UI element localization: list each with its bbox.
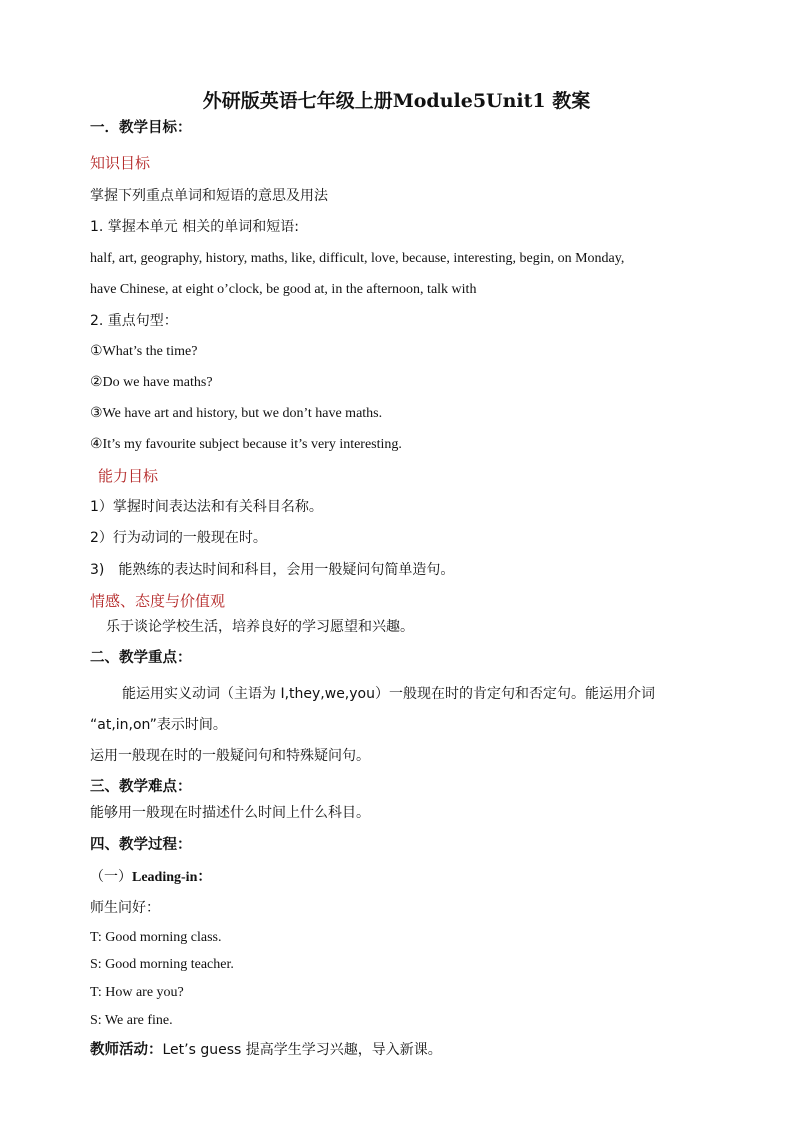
difficulty-text: 能够用一般现在时描述什么时间上什么科目。 bbox=[90, 805, 370, 821]
step-1-name: Leading-in： bbox=[132, 870, 212, 885]
dialogue-3: T: How are you? bbox=[90, 985, 184, 1000]
focus-line-2: “at,in,on”表示时间。 bbox=[90, 717, 227, 733]
step-1-heading bbox=[90, 867, 211, 888]
document-title: 外研版英语七年级上册Module5Unit1 教案 bbox=[202, 90, 591, 112]
dialogue-4: S: We are fine. bbox=[90, 1013, 173, 1028]
emotion-goals-heading: 情感、态度与价值观 bbox=[90, 592, 226, 610]
ability-goals-heading: 能力目标 bbox=[98, 467, 159, 485]
teacher-activity-label: 教师活动： bbox=[90, 1042, 163, 1058]
sentence-4: ④It’s my favourite subject because it’s very interesting. bbox=[90, 437, 402, 452]
ability-1: 1）掌握时间表达法和有关科目名称。 bbox=[90, 499, 323, 515]
words-line-2: have Chinese, at eight o’clock, be good at, in the afternoon, talk with bbox=[90, 282, 477, 297]
sentence-3: ③We have art and history, but we don’t have maths. bbox=[90, 406, 383, 421]
teacher-activity bbox=[90, 1040, 442, 1060]
teacher-activity-text: Let’s guess 提高学生学习兴趣，导入新课。 bbox=[162, 1042, 442, 1058]
section-3-heading: 三、教学难点： bbox=[90, 779, 192, 795]
ability-3: 3) 能熟练的表达时间和科目，会用一般疑问句简单造句。 bbox=[90, 562, 455, 578]
section-2-heading: 二、教学重点： bbox=[90, 650, 192, 666]
focus-line-1: 能运用实义动词（主语为 I,they,we,you）一般现在时的肯定句和否定句。能运用介词 bbox=[122, 686, 655, 702]
item-2: 2. 重点句型： bbox=[90, 313, 178, 329]
sentence-2: ②Do we have maths? bbox=[90, 375, 213, 390]
knowledge-intro: 掌握下列重点单词和短语的意思及用法 bbox=[90, 188, 328, 204]
ability-2: 2）行为动词的一般现在时。 bbox=[90, 530, 267, 546]
item-1: 1. 掌握本单元 相关的单词和短语: bbox=[90, 219, 299, 235]
greeting-label: 师生问好： bbox=[90, 900, 160, 916]
focus-line-3: 运用一般现在时的一般疑问句和特殊疑问句。 bbox=[90, 748, 370, 764]
section-1-heading: 一．教学目标： bbox=[90, 120, 192, 136]
section-4-heading: 四、教学过程： bbox=[90, 837, 192, 853]
emotion-text: 乐于谈论学校生活，培养良好的学习愿望和兴趣。 bbox=[106, 619, 414, 635]
dialogue-2: S: Good morning teacher. bbox=[90, 957, 234, 972]
sentence-1: ①What’s the time? bbox=[90, 344, 198, 359]
words-line-1: half, art, geography, history, maths, like, difficult, love, because, interesting, begin, on Monday, bbox=[90, 251, 625, 266]
dialogue-1: T: Good morning class. bbox=[90, 930, 222, 945]
knowledge-goals-heading: 知识目标 bbox=[90, 154, 151, 172]
step-1-prefix: （一） bbox=[90, 869, 132, 885]
